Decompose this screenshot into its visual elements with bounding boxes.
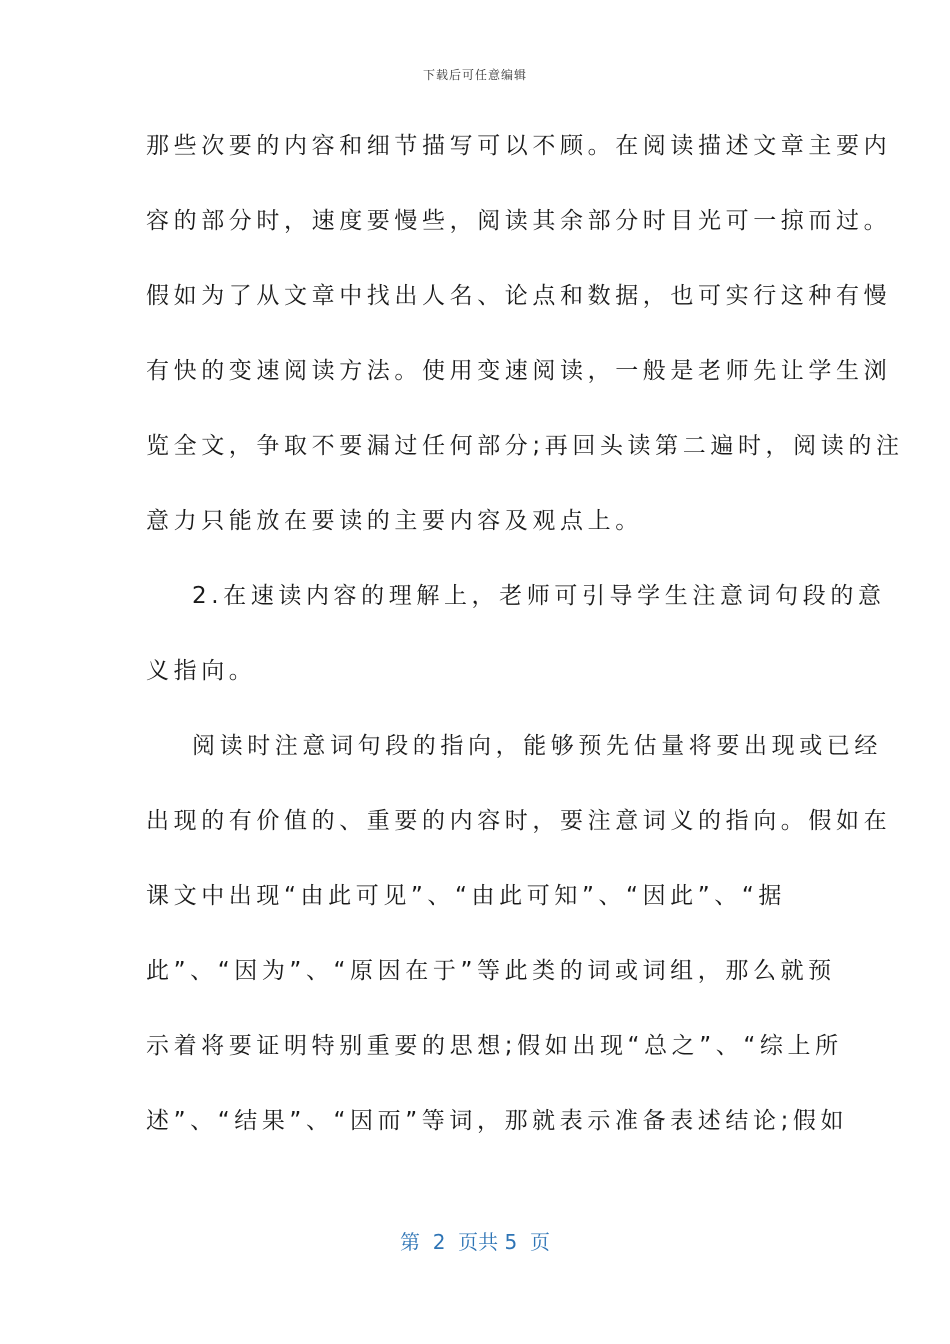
text-line: 述”、“结果”、“因而”等词，那就表示准备表述结论;假如 — [146, 1108, 849, 1134]
text-line: 义指向。 — [146, 658, 257, 684]
text-line: 容的部分时，速度要慢些，阅读其余部分时目光可一掠而过。 — [146, 208, 892, 234]
paragraph-3 — [146, 720, 892, 1170]
text-line: 课文中出现“由此可见”、“由此可知”、“因此”、“据 — [146, 883, 787, 909]
text-line: 假如为了从文章中找出人名、论点和数据，也可实行这种有慢 — [146, 283, 892, 309]
text-line: 有快的变速阅读方法。使用变速阅读，一般是老师先让学生浏 — [146, 358, 892, 384]
text-line: 意力只能放在要读的主要内容及观点上。 — [146, 508, 643, 534]
text-line: 此”、“因为”、“原因在于”等此类的词或词组，那么就预 — [146, 958, 836, 984]
text-line: 2.在速读内容的理解上，老师可引导学生注意词句段的意 — [192, 583, 886, 609]
text-line: 示着将要证明特别重要的思想;假如出现“总之”、“综上所 — [146, 1033, 843, 1059]
text-line: 出现的有价值的、重要的内容时，要注意词义的指向。假如在 — [146, 808, 892, 834]
page-header-note: 下载后可任意编辑 — [422, 68, 527, 82]
paragraph-2 — [146, 570, 886, 720]
text-line: 览全文，争取不要漏过任何部分;再回头读第二遍时，阅读的注 — [146, 433, 904, 459]
text-line: 那些次要的内容和细节描写可以不顾。在阅读描述文章主要内 — [146, 133, 892, 159]
paragraph-1 — [146, 120, 904, 570]
page-number-footer: 第 2 页共 5 页 — [400, 1230, 550, 1254]
text-line: 阅读时注意词句段的指向，能够预先估量将要出现或已经 — [192, 733, 882, 759]
document-body — [146, 120, 904, 1170]
